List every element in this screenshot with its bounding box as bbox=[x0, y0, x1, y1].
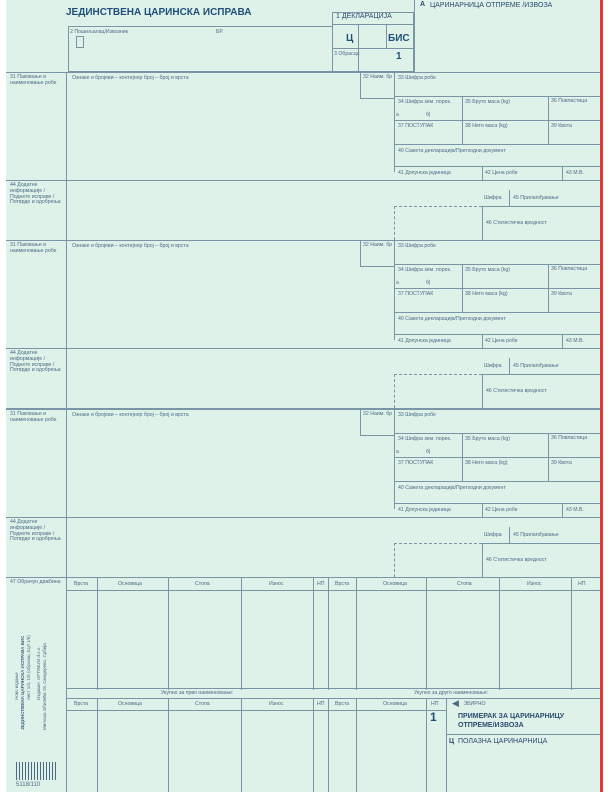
field-37-label: 37 ПОСТУПАК bbox=[398, 291, 434, 297]
field-37-label: 37 ПОСТУПАК bbox=[398, 123, 434, 129]
rule bbox=[6, 577, 600, 578]
field-40-label: 40 Сажета декларација/Претходни документ bbox=[398, 485, 506, 491]
rule bbox=[168, 577, 169, 690]
rule bbox=[482, 166, 483, 180]
rule bbox=[446, 734, 600, 735]
rule bbox=[386, 24, 387, 48]
barcode bbox=[16, 762, 56, 780]
field-42-label: 42 Цена робе bbox=[485, 338, 518, 344]
rule bbox=[66, 710, 446, 711]
field-35-label: 35 Бруто маса (kg) bbox=[465, 436, 510, 442]
rule bbox=[394, 288, 600, 289]
col-osnovica-1: Основица bbox=[118, 581, 142, 587]
field-34-label: 34 Шифра зем. порек. bbox=[398, 436, 452, 442]
rule bbox=[394, 144, 600, 145]
rule bbox=[394, 206, 482, 207]
field-39-label: 39 Квота bbox=[551, 123, 572, 129]
rule bbox=[332, 24, 414, 25]
field-41-label: 41 Допунска јединица bbox=[398, 338, 451, 344]
rule bbox=[562, 503, 563, 517]
rule bbox=[97, 698, 98, 792]
field-44-sifra: Шифра bbox=[484, 532, 502, 538]
field-46-label: 46 Статистичка вредност bbox=[486, 220, 547, 226]
rule bbox=[482, 374, 483, 408]
rule bbox=[356, 698, 357, 792]
rule bbox=[394, 457, 600, 458]
goods-description-area[interactable] bbox=[68, 250, 360, 340]
page-edge bbox=[600, 0, 603, 792]
rule bbox=[394, 543, 482, 544]
rule bbox=[509, 190, 510, 206]
field-31-label: 31 Паковање и наименовање робе bbox=[10, 74, 57, 86]
field-43-label: 43 М.В. bbox=[566, 338, 584, 344]
field-46-label: 46 Статистичка вредност bbox=[486, 388, 547, 394]
rule bbox=[6, 409, 600, 410]
field-33-label: 33 Шифра робе bbox=[398, 412, 436, 418]
field-43-label: 43 М.В. bbox=[566, 507, 584, 513]
zbirno-arrow-icon: ◀ bbox=[452, 698, 459, 708]
field-2-sender[interactable] bbox=[68, 26, 332, 72]
field-40-label: 40 Сажета декларација/Претходни документ bbox=[398, 148, 506, 154]
field-46-label: 46 Статистичка вредност bbox=[486, 557, 547, 563]
col-vrsta-1: Врста bbox=[74, 581, 89, 587]
rule bbox=[358, 24, 359, 48]
rule bbox=[482, 206, 600, 207]
field-41-label: 41 Допунска јединица bbox=[398, 170, 451, 176]
zbirno-label: ЗБИРНО bbox=[464, 701, 486, 707]
field-33-label: 33 Шифра робе bbox=[398, 243, 436, 249]
field-31-desc: Ознаке и бројеви – контејнер број – број и врста bbox=[72, 75, 189, 81]
rule bbox=[562, 166, 563, 180]
field-32-label: 32 Наим. бр bbox=[363, 411, 393, 417]
rule bbox=[6, 180, 600, 181]
field-47-label: 47 Обрачун дажбина bbox=[10, 579, 61, 585]
col-stopa-1: Стопа bbox=[195, 581, 210, 587]
rule bbox=[168, 698, 169, 792]
field-35-label: 35 Бруто маса (kg) bbox=[465, 267, 510, 273]
field-32-label: 32 Наим. бр bbox=[363, 242, 393, 248]
field-31-desc: Ознаке и бројеви – контејнер број – број и врста bbox=[72, 243, 189, 249]
rule bbox=[360, 72, 361, 98]
rule bbox=[509, 527, 510, 543]
side-address: Милоша Обилића 18, Смедерево, Србија bbox=[42, 643, 47, 730]
field-45-label: 45 Прилагођавање bbox=[513, 195, 559, 201]
rule bbox=[394, 206, 395, 240]
col-iznos-1: Износ bbox=[269, 581, 284, 587]
field-34a: а bbox=[396, 449, 399, 455]
field-1-one: 1 bbox=[396, 51, 402, 62]
rule bbox=[394, 312, 600, 313]
rule bbox=[394, 481, 600, 482]
field-35-label: 35 Бруто маса (kg) bbox=[465, 99, 510, 105]
rule bbox=[360, 266, 394, 267]
rule bbox=[66, 688, 600, 689]
rule bbox=[358, 48, 359, 72]
col-np-3: НП bbox=[317, 701, 325, 707]
field-33-label: 33 Шифра робе bbox=[398, 75, 436, 81]
col-osnovica-3: Основица bbox=[118, 701, 142, 707]
copy-label-2: ОТПРЕМЕ/ИЗВОЗА bbox=[458, 722, 524, 729]
rule bbox=[356, 577, 357, 690]
total-first-label: Укупно за прво наименовање: bbox=[161, 690, 234, 696]
field-44-sifra: Шифра bbox=[484, 363, 502, 369]
rule bbox=[360, 98, 394, 99]
rule bbox=[394, 433, 600, 434]
rule bbox=[562, 334, 563, 348]
field-1-label: 1 ДЕКЛАРАЦИЈА bbox=[336, 13, 392, 20]
rule bbox=[394, 409, 395, 509]
field-38-label: 38 Нето маса (kg) bbox=[465, 123, 508, 129]
field-36-label: 36 Повластица bbox=[551, 266, 588, 272]
rule bbox=[6, 240, 600, 241]
form-title: ЈЕДИНСТВЕНА ЦАРИНСКА ИСПРАВА bbox=[66, 7, 252, 18]
rule bbox=[394, 374, 395, 408]
rule bbox=[332, 48, 414, 49]
rule bbox=[499, 577, 500, 690]
rule bbox=[328, 698, 329, 792]
col-stopa-2: Стопа bbox=[457, 581, 472, 587]
col-vrsta-4: Врста bbox=[335, 701, 350, 707]
rule bbox=[426, 698, 427, 792]
rule bbox=[66, 577, 67, 792]
field-42-label: 42 Цена робе bbox=[485, 507, 518, 513]
copy-number: 1 bbox=[430, 710, 437, 724]
col-np-2: НП bbox=[578, 581, 586, 587]
rule bbox=[426, 577, 427, 690]
rule bbox=[394, 166, 600, 167]
field-34b: б| bbox=[426, 449, 431, 455]
rule bbox=[509, 358, 510, 374]
field-a-label: ЦАРИНАРНИЦА ОТПРЕМЕ /ИЗВОЗА bbox=[430, 2, 553, 9]
rule bbox=[394, 96, 600, 97]
side-publisher: Издавач: OPTIMUM d.o.o. bbox=[36, 646, 41, 700]
field-1-c: Ц bbox=[346, 33, 354, 44]
col-np-1: НП bbox=[317, 581, 325, 587]
rule bbox=[66, 590, 600, 591]
side-edition: Ново издање bbox=[14, 672, 19, 700]
rule bbox=[360, 435, 394, 436]
col-np-4: НП bbox=[431, 701, 439, 707]
rule bbox=[313, 577, 314, 690]
rule bbox=[571, 577, 572, 690]
field-45-label: 45 Прилагођавање bbox=[513, 363, 559, 369]
field-38-label: 38 Нето маса (kg) bbox=[465, 291, 508, 297]
field-43-label: 43 М.В. bbox=[566, 170, 584, 176]
col-vrsta-3: Врста bbox=[74, 701, 89, 707]
office-c-letter: Ц bbox=[449, 738, 455, 745]
field-31-label: 31 Паковање и наименовање робе bbox=[10, 242, 57, 254]
field-34b: б| bbox=[426, 112, 431, 118]
rule bbox=[394, 543, 395, 577]
field-44-label: 44 Додатне информације / Поднете исправе / Потврде и одобрења bbox=[10, 182, 61, 206]
field-41-label: 41 Допунска јединица bbox=[398, 507, 451, 513]
field-39-label: 39 Квота bbox=[551, 460, 572, 466]
field-42-label: 42 Цена робе bbox=[485, 170, 518, 176]
field-34b: б| bbox=[426, 280, 431, 286]
rule bbox=[360, 409, 361, 435]
goods-description-area[interactable] bbox=[68, 419, 360, 509]
col-stopa-3: Стопа bbox=[195, 701, 210, 707]
rule bbox=[394, 72, 395, 172]
total-second-label: Укупно за друго наименовање: bbox=[414, 690, 489, 696]
header-divider bbox=[414, 0, 415, 72]
field-2-label: 2 Пошиљалац/Извозник bbox=[70, 29, 128, 35]
rule bbox=[482, 503, 483, 517]
rule bbox=[482, 206, 483, 240]
col-iznos-2: Износ bbox=[527, 581, 542, 587]
field-36-label: 36 Повластица bbox=[551, 435, 588, 441]
field-31-desc: Ознаке и бројеви – контејнер број – број и врста bbox=[72, 412, 189, 418]
side-title: ЈЕДИНСТВЕНА ЦАРИНСКА ИСПРАВА БИС bbox=[20, 635, 25, 730]
rule bbox=[360, 240, 361, 266]
rule bbox=[482, 543, 483, 577]
rule bbox=[394, 264, 600, 265]
goods-description-area[interactable] bbox=[68, 82, 360, 172]
field-44-sifra: Шифра bbox=[484, 195, 502, 201]
rule bbox=[66, 409, 67, 578]
rule bbox=[97, 577, 98, 690]
col-osnovica-4: Основица bbox=[383, 701, 407, 707]
rule bbox=[66, 72, 67, 241]
rule bbox=[394, 503, 600, 504]
field-37-label: 37 ПОСТУПАК bbox=[398, 460, 434, 466]
rule bbox=[394, 240, 395, 340]
field-32-label: 32 Наим. бр bbox=[363, 74, 393, 80]
col-vrsta-2: Врста bbox=[335, 581, 350, 587]
field-40-label: 40 Сажета декларација/Претходни документ bbox=[398, 316, 506, 322]
field-45-label: 45 Прилагођавање bbox=[513, 532, 559, 538]
col-osnovica-2: Основица bbox=[383, 581, 407, 587]
rule bbox=[6, 72, 600, 73]
field-39-label: 39 Квота bbox=[551, 291, 572, 297]
departure-office-label: ПОЛАЗНА ЦАРИНАРНИЦА bbox=[458, 738, 548, 745]
rule bbox=[328, 577, 329, 690]
rule bbox=[482, 543, 600, 544]
field-34a: а bbox=[396, 112, 399, 118]
rule bbox=[446, 698, 447, 792]
rule bbox=[66, 698, 600, 699]
rule bbox=[482, 374, 600, 375]
rule bbox=[6, 517, 600, 518]
copy-label-1: ПРИМЕРАК ЗА ЦАРИНАРНИЦУ bbox=[458, 713, 565, 720]
field-34-label: 34 Шифра зем. порек. bbox=[398, 267, 452, 273]
rule bbox=[66, 240, 67, 409]
field-34-label: 34 Шифра зем. порек. bbox=[398, 99, 452, 105]
rule bbox=[394, 334, 600, 335]
rule bbox=[313, 698, 314, 792]
form-sheet bbox=[6, 0, 600, 792]
field-38-label: 38 Нето маса (kg) bbox=[465, 460, 508, 466]
field-34a: а bbox=[396, 280, 399, 286]
field-3-label: 3 Обрасци bbox=[334, 51, 360, 57]
field-1-bis: БИС bbox=[388, 33, 410, 44]
rule bbox=[241, 698, 242, 792]
field-a-number: А bbox=[420, 1, 426, 8]
field-44-label: 44 Додатне информације / Поднете исправе / Потврде и одобрења bbox=[10, 519, 61, 543]
barcode-number: 5118/110 bbox=[16, 782, 41, 788]
rule bbox=[241, 577, 242, 690]
rule bbox=[6, 348, 600, 349]
side-sheet: лист 1/4, 1/6 (образац ЈЦИ 1/6) bbox=[26, 635, 31, 700]
col-iznos-3: Износ bbox=[269, 701, 284, 707]
rule bbox=[394, 374, 482, 375]
field-2-br: БР. bbox=[216, 29, 224, 35]
rule bbox=[482, 334, 483, 348]
field-31-label: 31 Паковање и наименовање робе bbox=[10, 411, 57, 423]
rule bbox=[394, 120, 600, 121]
field-36-label: 36 Повластица bbox=[551, 98, 588, 104]
field-44-label: 44 Додатне информације / Поднете исправе / Потврде и одобрења bbox=[10, 350, 61, 374]
